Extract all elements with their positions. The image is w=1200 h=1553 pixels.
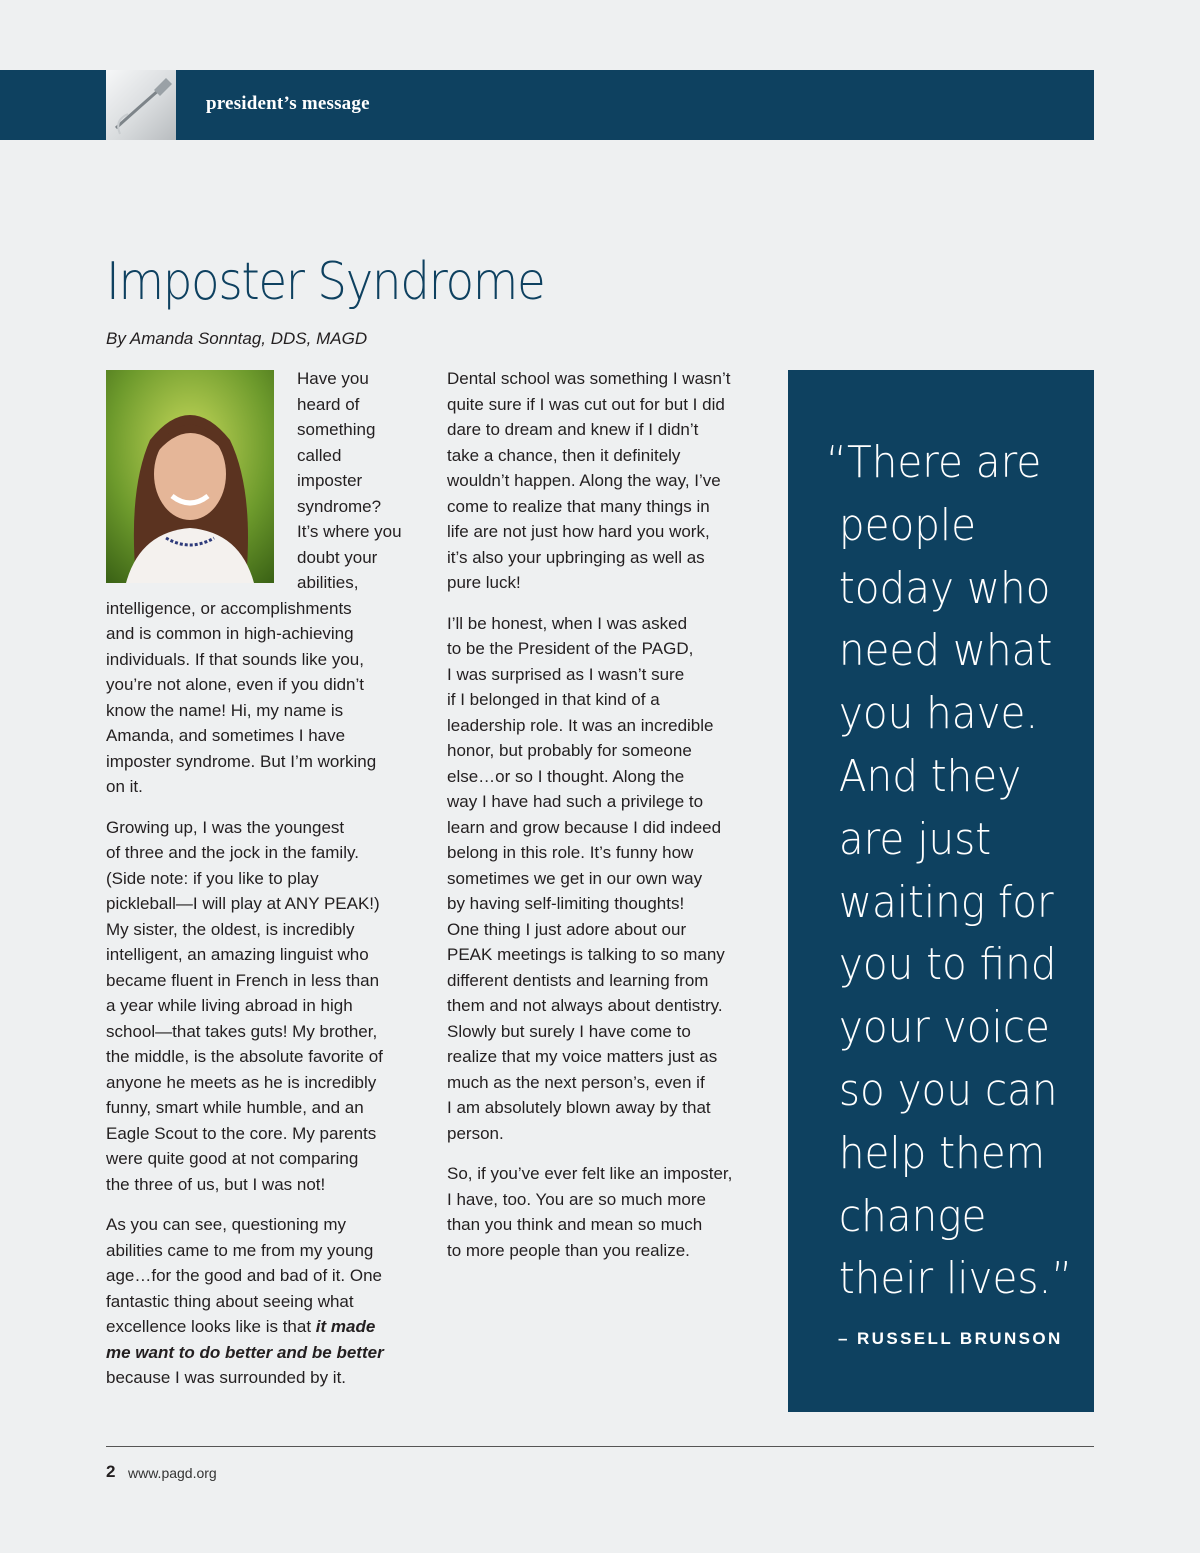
article-line: I have, too. You are so much more	[447, 1189, 706, 1209]
article-line: Growing up, I was the youngest	[106, 817, 345, 837]
article-line: them and not always about dentistry.	[447, 996, 723, 1015]
article-line: person.	[447, 1123, 504, 1143]
article-line: the middle, is the absolute favorite of	[106, 1047, 383, 1066]
paragraph-gap	[106, 1197, 402, 1212]
article-line: intelligence, or accomplishments	[106, 598, 352, 618]
article-line: to more people than you realize.	[447, 1240, 690, 1260]
article-line: pure luck!	[447, 573, 521, 592]
article-line: something	[297, 420, 376, 439]
pull-quote-attribution: – RUSSELL BRUNSON	[838, 1329, 1063, 1348]
pull-quote-line: their lives.”	[826, 1253, 1073, 1305]
article-line: different dentists and learning from	[447, 970, 709, 990]
article-line: and is common in high-achieving	[106, 624, 354, 643]
footer-website: www.pagd.org	[128, 1465, 217, 1481]
article-line: My sister, the oldest, is incredibly	[106, 919, 355, 939]
pull-quote-line: people	[826, 499, 977, 551]
article-column-1	[106, 366, 402, 1391]
article-line: come to realize that many things in	[447, 496, 710, 516]
article-line: a year while living abroad in high	[106, 996, 353, 1015]
article-line: age…for the good and bad of it. One	[106, 1266, 382, 1285]
article-line: than you think and mean so much	[447, 1215, 703, 1234]
article-line: realize that my voice matters just as	[447, 1047, 718, 1066]
article-line: of three and the jock in the family.	[106, 843, 359, 862]
article-line: I am absolutely blown away by that	[447, 1098, 711, 1117]
article-line: honor, but probably for someone	[447, 741, 692, 760]
pull-quote-line: so you can	[826, 1064, 1058, 1116]
paragraph-gap	[447, 596, 732, 611]
article-line: imposter syndrome. But I’m working	[106, 751, 377, 771]
article-line: else…or so I thought. Along the	[447, 766, 685, 786]
article-line: because I was surrounded by it.	[106, 1368, 347, 1387]
article-line: life are not just how hard you work,	[447, 522, 710, 541]
article-line: it’s also your upbringing as well as	[447, 547, 705, 567]
article-line: fantastic thing about seeing what	[106, 1291, 354, 1311]
article-line: take a chance, then it definitely	[447, 445, 681, 465]
article-byline: By Amanda Sonntag, DDS, MAGD	[106, 329, 368, 348]
article-line: called	[297, 445, 342, 465]
article-line: wouldn’t happen. Along the way, I’ve	[447, 471, 721, 490]
article-line: doubt your	[297, 547, 378, 567]
article-line: learn and grow because I did indeed	[447, 817, 722, 837]
article-line: imposter	[297, 471, 363, 490]
article-line: leadership role. It was an incredible	[447, 715, 714, 735]
pull-quote-line: change	[826, 1190, 987, 1242]
article-line: know the name! Hi, my name is	[106, 700, 344, 720]
article-line: PEAK meetings is talking to so many	[447, 945, 725, 964]
article-line: It’s where you	[297, 522, 402, 541]
pull-quote-line: you have.	[826, 688, 1039, 740]
article-title: Imposter Syndrome	[106, 252, 545, 312]
paragraph-gap	[106, 800, 402, 815]
article-text: excellence looks like is that	[106, 1317, 316, 1336]
article-line	[106, 1314, 402, 1340]
pull-quote-line: need what	[826, 625, 1053, 677]
article-line: So, if you’ve ever felt like an imposter,	[447, 1164, 733, 1183]
article-line: sometimes we get in our own way	[447, 868, 703, 888]
article-line: (Side note: if you like to play	[106, 868, 319, 888]
emphasis-text: it made	[315, 1317, 376, 1336]
emphasis-text: me want to do better and be better	[106, 1342, 384, 1362]
article-line: were quite good at not comparing	[106, 1149, 359, 1168]
article-line: abilities,	[297, 573, 359, 592]
pull-quote-line: are just	[826, 813, 992, 865]
article-line: I’ll be honest, when I was asked	[447, 613, 688, 633]
pull-quote-line: your voice	[826, 1002, 1050, 1054]
article-line: belong in this role. It’s funny how	[447, 843, 694, 862]
article-line: on it.	[106, 777, 143, 796]
pull-quote-line: waiting for	[826, 876, 1054, 928]
article-line: Amanda, and sometimes I have	[106, 726, 346, 745]
paragraph-gap	[447, 1146, 732, 1161]
article-line: Have you	[297, 369, 369, 388]
article-column-2	[447, 366, 732, 1263]
pull-quote-text	[826, 432, 1072, 1311]
page-number: 2	[106, 1462, 116, 1481]
article-line: if I belonged in that kind of a	[447, 690, 660, 709]
article-line: individuals. If that sounds like you,	[106, 649, 364, 669]
pull-quote-line: today who	[826, 562, 1051, 614]
article-line: I was surprised as I wasn’t sure	[447, 664, 685, 684]
article-line: pickleball—I will play at ANY PEAK!)	[106, 894, 380, 913]
article-line: school—that takes guts! My brother,	[106, 1021, 378, 1041]
article-line: became fluent in French in less than	[106, 970, 380, 990]
article-line: funny, smart while humble, and an	[106, 1098, 364, 1117]
article-line: One thing I just adore about our	[447, 919, 687, 939]
article-line: syndrome?	[297, 496, 382, 516]
article-line: abilities came to me from my young	[106, 1240, 374, 1260]
pull-quote-line: And they	[826, 750, 1022, 802]
pull-quote-line: help them	[826, 1127, 1046, 1179]
article-line: heard of	[297, 394, 360, 414]
article-line: intelligent, an amazing linguist who	[106, 945, 369, 964]
article-line: dare to dream and knew if I didn’t	[447, 420, 699, 439]
article-line: by having self-limiting thoughts!	[447, 894, 685, 913]
fountain-pen-icon	[106, 70, 176, 140]
pull-quote-line: “There are	[826, 437, 1042, 488]
article-line: much as the next person’s, even if	[447, 1072, 705, 1092]
article-line: way I have had such a privilege to	[447, 792, 704, 811]
pull-quote-line: you to find	[826, 939, 1057, 991]
footer-divider	[106, 1446, 1094, 1447]
article-line: Dental school was something I wasn’t	[447, 369, 731, 388]
article-line: Eagle Scout to the core. My parents	[106, 1123, 377, 1143]
article-line: to be the President of the PAGD,	[447, 639, 694, 658]
article-line: quite sure if I was cut out for but I did	[447, 394, 725, 414]
article-line: the three of us, but I was not!	[106, 1174, 326, 1194]
article-line: you’re not alone, even if you didn’t	[106, 675, 365, 694]
article-line: As you can see, questioning my	[106, 1215, 347, 1234]
section-label: president’s message	[206, 93, 370, 114]
article-line: Slowly but surely I have come to	[447, 1021, 691, 1041]
article-line: anyone he meets as he is incredibly	[106, 1072, 377, 1092]
